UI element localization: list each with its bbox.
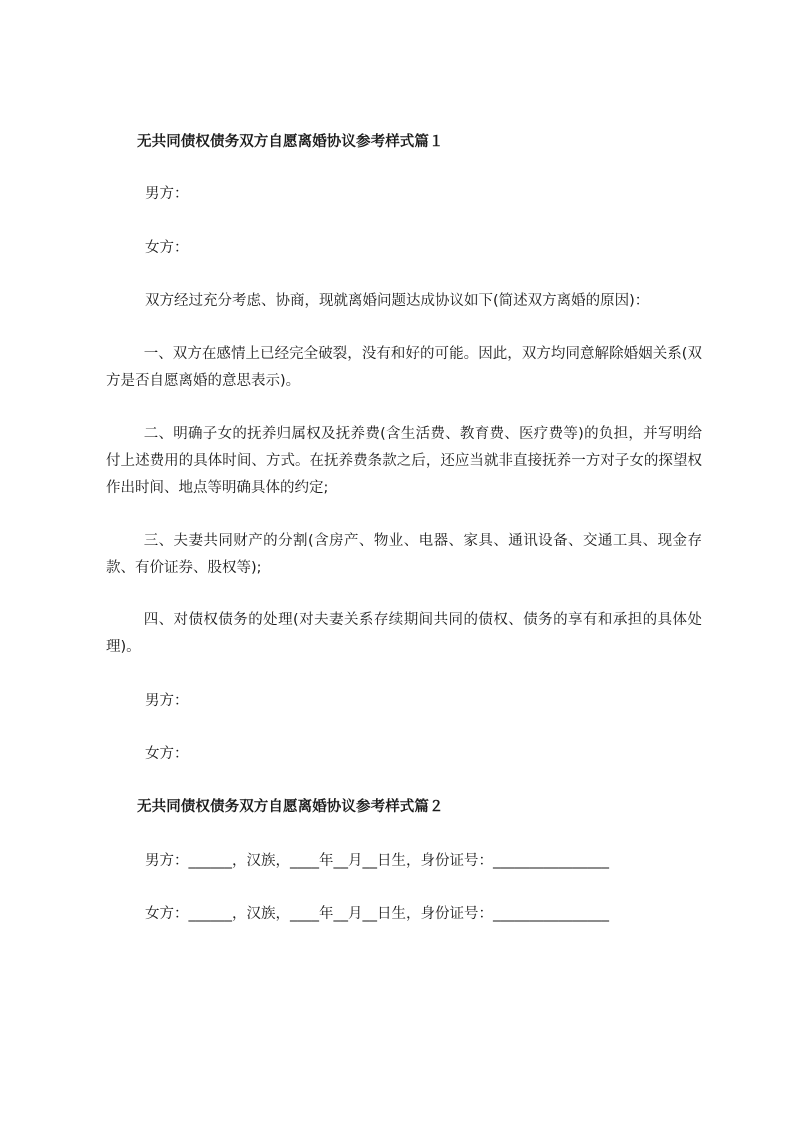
clause-1: 一、双方在感情上已经完全破裂，没有和好的可能。因此，双方均同意解除婚姻关系(双方是否自愿离婚的意思表示)。 [106, 346, 702, 389]
section2-man-line: 男方：______，汉族，____年__月__日生，身份证号：________________ [145, 853, 609, 869]
section1-sign-woman: 女方： [145, 746, 189, 762]
section2-woman-line: 女方：______，汉族，____年__月__日生，身份证号：________________ [145, 906, 609, 922]
clause-2: 二、明确子女的抚养归属权及抚养费(含生活费、教育费、医疗费等)的负担，并写明给付上述费用的具体时间、方式。在抚养费条款之后，还应当就非直接抚养一方对子女的探望权作出时间、地点等明确具体的约定; [106, 426, 702, 496]
section1-sign-man: 男方： [145, 693, 189, 709]
section1-intro: 双方经过充分考虑、协商，现就离婚问题达成协议如下(简述双方离婚的原因)： [145, 293, 650, 309]
clause-4: 四、对债权债务的处理(对夫妻关系存续期间共同的债权、债务的享有和承担的具体处理)。 [106, 612, 702, 655]
section2-title: 无共同债权债务双方自愿离婚协议参考样式篇２ [137, 799, 444, 815]
section1-title: 无共同债权债务双方自愿离婚协议参考样式篇１ [137, 134, 444, 150]
section1-woman-label: 女方： [145, 240, 189, 256]
section1-man-label: 男方： [145, 186, 189, 202]
clause-3: 三、夫妻共同财产的分割(含房产、物业、电器、家具、通讯设备、交通工具、现金存款、有价证券、股权等); [106, 533, 702, 576]
